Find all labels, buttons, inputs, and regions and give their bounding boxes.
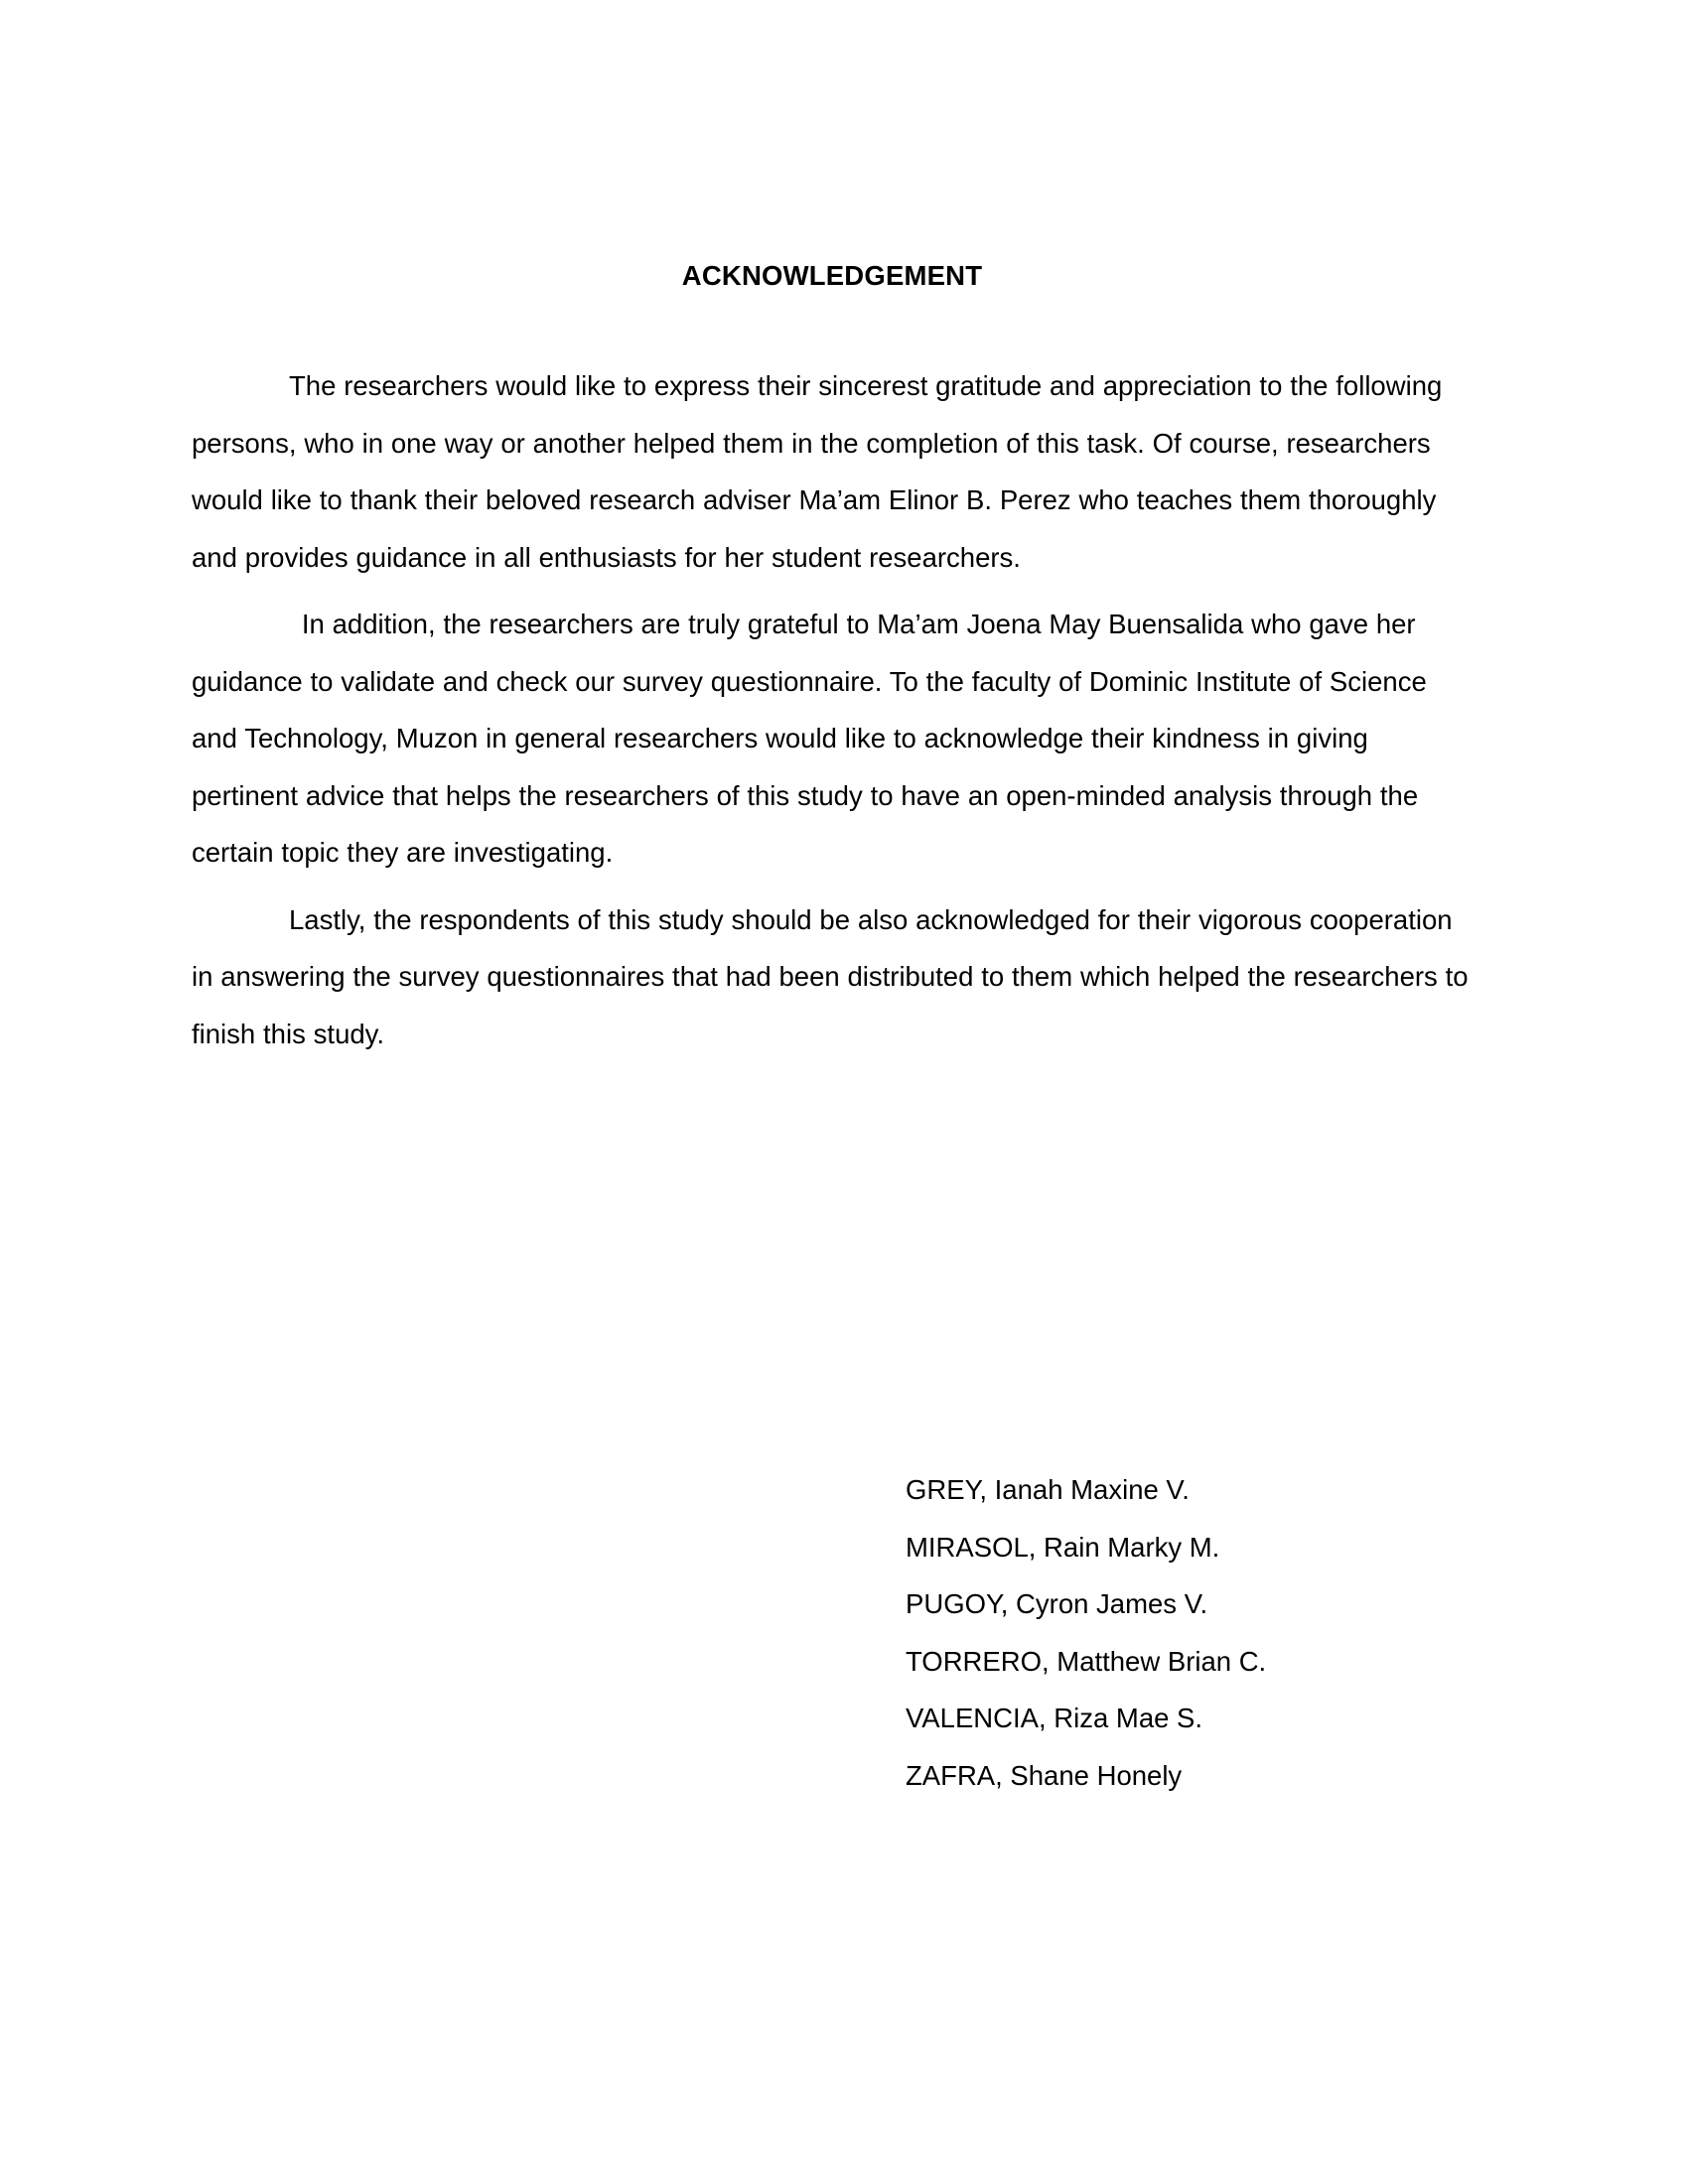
paragraph-2: In addition, the researchers are truly grateful to Ma’am Joena May Buensalida who gave her guidance to validate and check our survey questionnaire. To the faculty of Dominic Institute of Science and Technology, Muzon in general researchers would like to acknowledge their kindness in giving pertinent advice that helps the researchers of this study to have an open-minded analysis through the certain topic they are investigating. [192, 609, 1435, 868]
paragraph-3: Lastly, the respondents of this study should be also acknowledged for their vigorous cooperation in answering the survey questionnaires that had been distributed to them which helped the researchers to finish this study. [192, 903, 1477, 1049]
signature-name: VALENCIA, Riza Mae S. [906, 1703, 1203, 1733]
document-content [192, 0, 1477, 1072]
signature-list [906, 1461, 1541, 1804]
signature-name: PUGOY, Cyron James V. [906, 1588, 1208, 1619]
signature-name: MIRASOL, Rain Marky M. [906, 1531, 1220, 1563]
paragraph-1: The researchers would like to express their sincerest gratitude and appreciation to the following persons, who in one way or another helped them in the completion of this task. Of course, researchers would like to thank their beloved research adviser Ma’am Elinor B. Perez who teaches them thoroughly and provides guidance in all enthusiasts for her student researchers. [192, 370, 1451, 573]
signature-name: ZAFRA, Shane Honely [906, 1759, 1183, 1791]
signature-name: TORRERO, Matthew Brian C. [906, 1645, 1267, 1677]
page-title: ACKNOWLEDGEMENT [681, 260, 983, 291]
signature-name: GREY, Ianah Maxine V. [906, 1474, 1190, 1505]
body-text [192, 292, 1477, 1062]
